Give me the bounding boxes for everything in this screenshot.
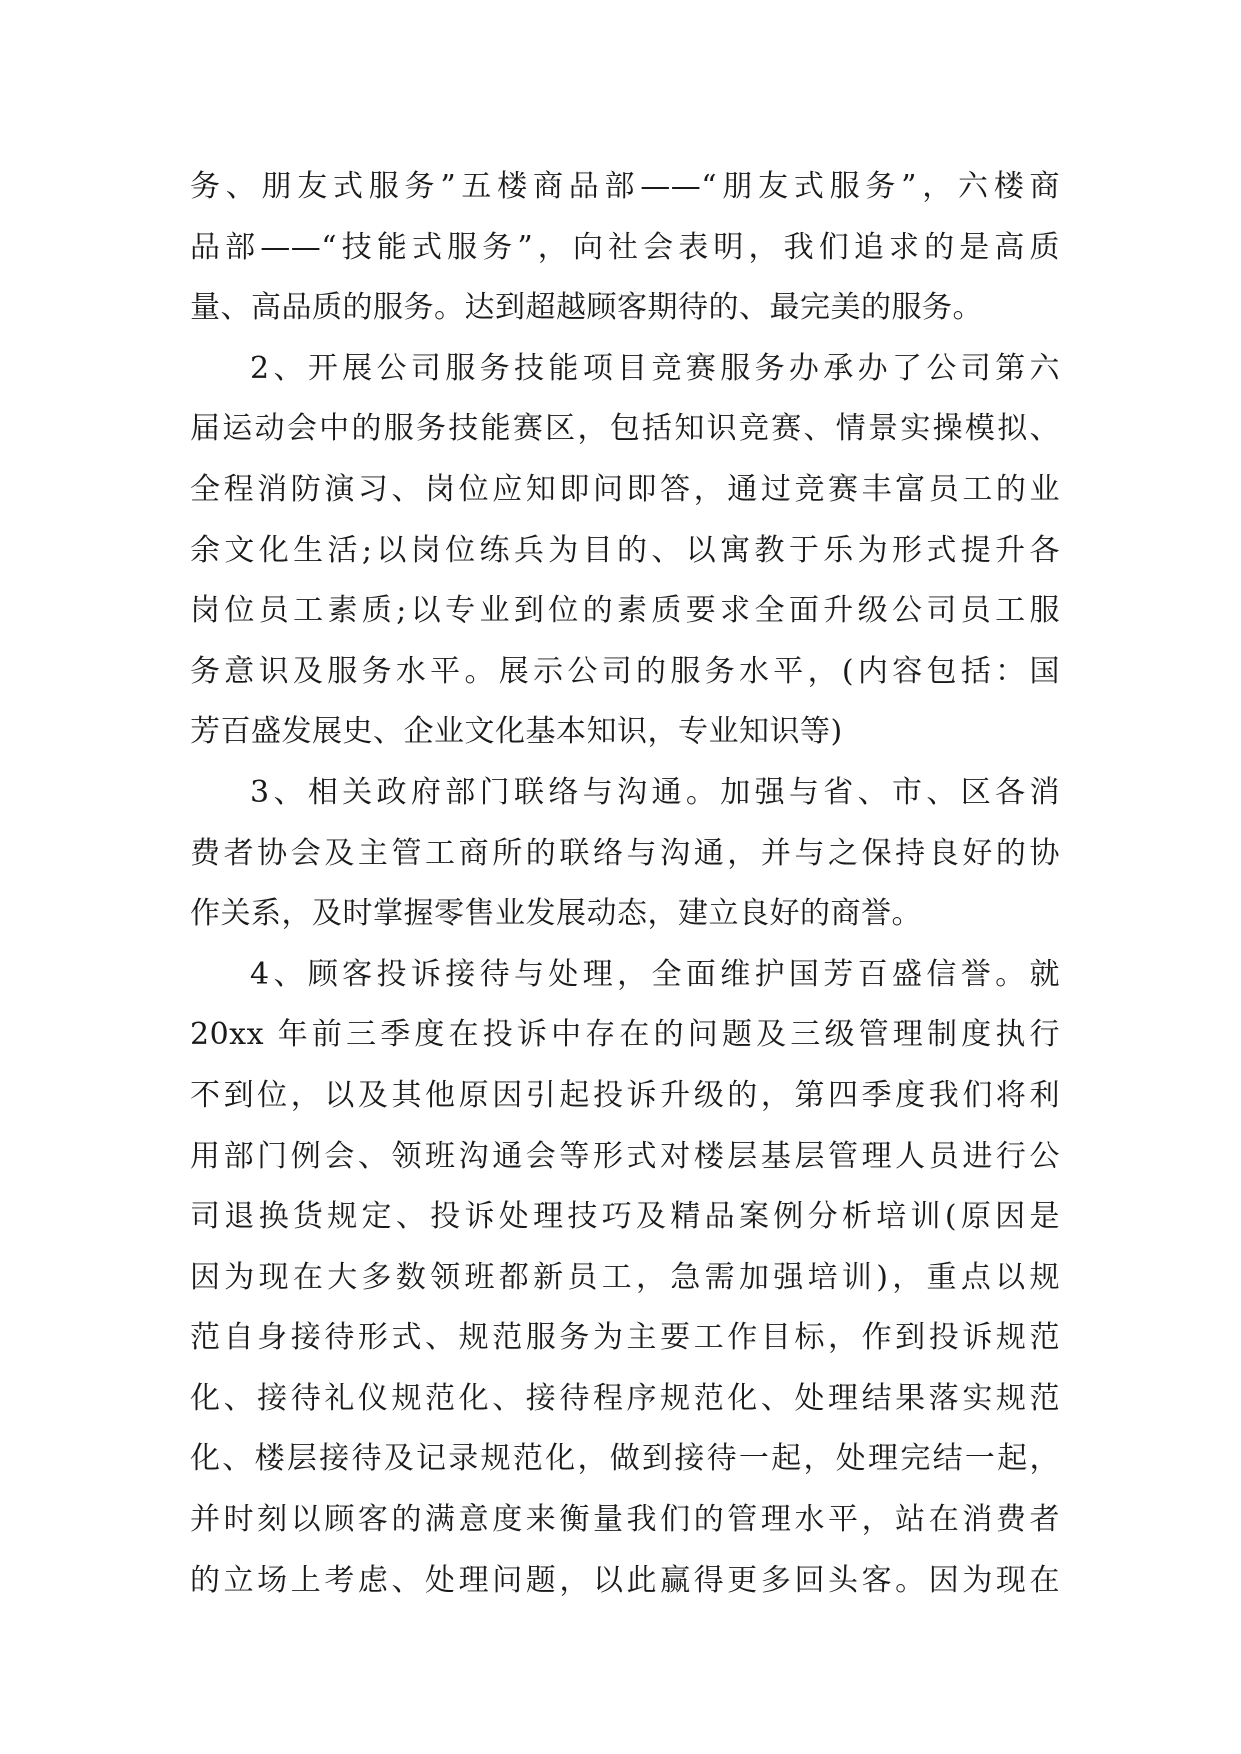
text-line: 岗位员工素质;以专业到位的素质要求全面升级公司员工服 <box>190 593 1060 629</box>
text-line: 品部——“技能式服务”，向社会表明，我们追求的是高质 <box>190 229 1060 265</box>
paragraph <box>190 945 1060 1612</box>
text-line: 务、朋友式服务”五楼商品部——“朋友式服务”，六楼商 <box>190 169 1060 204</box>
text-line: 并时刻以顾客的满意度来衡量我们的管理水平，站在消费者 <box>190 1502 1060 1538</box>
text-line: 用部门例会、领班沟通会等形式对楼层基层管理人员进行公 <box>190 1138 1060 1174</box>
paragraph <box>190 157 1060 339</box>
paragraph <box>190 763 1060 945</box>
text-line: 范自身接待形式、规范服务为主要工作目标，作到投诉规范 <box>190 1320 1060 1356</box>
text-line: 3、相关政府部门联络与沟通。加强与省、市、区各消 <box>250 774 1060 810</box>
text-line: 余文化生活;以岗位练兵为目的、以寓教于乐为形式提升各 <box>190 532 1060 568</box>
paragraph <box>190 339 1060 763</box>
text-line: 化、楼层接待及记录规范化，做到接待一起，处理完结一起， <box>190 1441 1060 1477</box>
document-body <box>190 157 1060 1611</box>
text-line: 务意识及服务水平。展示公司的服务水平，(内容包括：国 <box>190 653 1060 689</box>
text-line: 2、开展公司服务技能项目竞赛服务办承办了公司第六 <box>250 350 1060 386</box>
text-line: 的立场上考虑、处理问题，以此赢得更多回头客。因为现在 <box>190 1562 1060 1598</box>
text-line: 量、高品质的服务。达到超越顾客期待的、最完美的服务。 <box>190 290 983 326</box>
text-line: 4、顾客投诉接待与处理，全面维护国芳百盛信誉。就 <box>250 956 1060 992</box>
text-line: 芳百盛发展史、企业文化基本知识，专业知识等) <box>190 714 843 750</box>
text-line: 20xx 年前三季度在投诉中存在的问题及三级管理制度执行 <box>190 1017 1060 1053</box>
text-line: 化、接待礼仪规范化、接待程序规范化、处理结果落实规范 <box>190 1380 1060 1416</box>
text-line: 不到位，以及其他原因引起投诉升级的，第四季度我们将利 <box>190 1077 1060 1113</box>
text-line: 费者协会及主管工商所的联络与沟通，并与之保持良好的协 <box>190 835 1060 871</box>
text-line: 作关系，及时掌握零售业发展动态，建立良好的商誉。 <box>190 896 922 932</box>
text-line: 因为现在大多数领班都新员工，急需加强培训)，重点以规 <box>190 1259 1060 1295</box>
text-line: 届运动会中的服务技能赛区，包括知识竞赛、情景实操模拟、 <box>190 411 1060 447</box>
text-line: 全程消防演习、岗位应知即问即答，通过竞赛丰富员工的业 <box>190 471 1060 507</box>
text-line: 司退换货规定、投诉处理技巧及精品案例分析培训(原因是 <box>190 1199 1060 1235</box>
